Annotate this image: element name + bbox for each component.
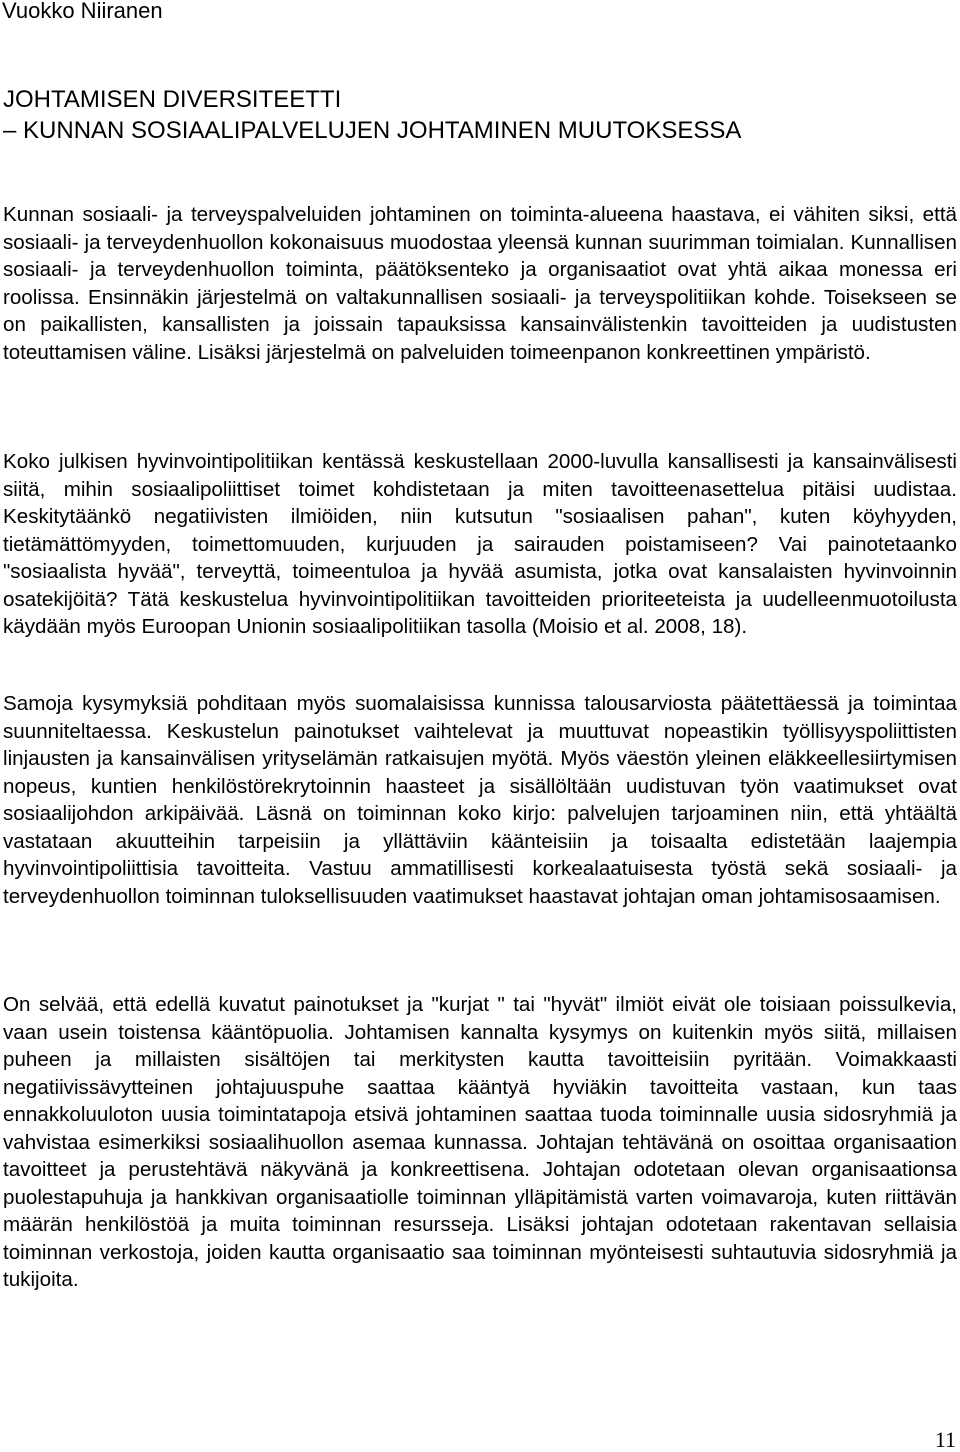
title-line-2: – KUNNAN SOSIAALIPALVELUJEN JOHTAMINEN MUUTOKSESSA bbox=[3, 117, 742, 144]
author-name: Vuokko Niiranen bbox=[2, 0, 163, 23]
title-line-1: JOHTAMISEN DIVERSITEETTI bbox=[3, 86, 342, 113]
body-paragraph: Kunnan sosiaali- ja terveyspalveluiden johtaminen on toiminta-alueena haastava, ei vähiten siksi, että sosiaali- ja terveydenhuollon kokonaisuus muodostaa yleensä kunnan suurimman toimialan. Kunnallisen sosiaali- ja terveydenhuollon toiminta, päätöksenteko ja organisaatiot ovat yhtä aikaa monessa eri roolissa. Ensinnäkin järjestelmä on valtakunnallisen sosiaali- ja terveyspolitiikan kohde. Toisekseen se on paikallisten, kansallisten ja joissain tapauksissa kansainvälistenkin tavoitteiden ja uudistusten toteuttamisen väline. Lisäksi järjestelmä on palveluiden toimeenpanon konkreettinen ympäristö. bbox=[3, 203, 957, 364]
body-paragraph: Koko julkisen hyvinvointipolitiikan kentässä keskustellaan 2000-luvulla kansallisesti ja kansainvälisesti siitä, mihin sosiaalipoliittiset toimet kohdistetaan ja miten tavoitteenasettelua pitäisi uudistaa. Keskitytäänkö negatiivisten ilmiöiden, niin kutsutun "sosiaalisen pahan", kuten köyhyyden, tietämättömyyden, toimettomuuden, kurjuuden ja sairauden poistamiseen? Vai painotetaanko "sosiaalista hyvää", terveyttä, toimeentuloa ja hyvää asumista, jotka ovat kansalaisten hyvinvoinnin osatekijöitä? Tätä keskustelua hyvinvointipolitiikan tavoitteiden prioriteeteista ja uudelleenmuotoilusta käydään myös Euroopan Unionin sosiaalipolitiikan tasolla (Moisio et al. 2008, 18). bbox=[3, 450, 957, 638]
page-number: 11 bbox=[934, 1427, 956, 1452]
body-paragraph: On selvää, että edellä kuvatut painotukset ja "kurjat " tai "hyvät" ilmiöt eivät ole toisiaan poissulkevia, vaan usein toistensa kääntöpuolia. Johtamisen kannalta kysymys on kuitenkin myös siitä, millaisen puheen ja millaisten sisältöjen tai merkitysten kautta tavoitteisiin pyritään. Voimakkaasti negatiivissävytteinen johtajuuspuhe saattaa kääntyä hyviäkin tavoitteita vastaan, kun taas ennakkoluuloton uusia toimintatapoja etsivä johtaminen saattaa tuoda toiminnalle uusia sidosryhmiä ja vahvistaa esimerkiksi sosiaalihuollon asemaa kunnassa. Johtajan tehtävänä on osoittaa organisaation tavoitteet ja perustehtävä näkyvänä ja konkreettisena. Johtajan odotetaan olevan organisaationsa puolestapuhuja ja hankkivan organisaatiolle toiminnan ylläpitämistä varten voimavaroja, kuten riittävän määrän henkilöstöä ja muita toiminnan resursseja. Lisäksi johtajan odotetaan rakentavan sellaisia toiminnan verkostoja, joiden kautta organisaatio saa toiminnan myönteisesti suhtautuvia sidosryhmiä ja tukijoita. bbox=[3, 993, 957, 1291]
document-title bbox=[3, 84, 741, 146]
body-paragraph: Samoja kysymyksiä pohditaan myös suomalaisissa kunnissa talousarviosta päätettäessä ja toimintaa suunniteltaessa. Keskustelun painotukset vaihtelevat ja muuttuvat nopeastikin työllisyyspoliittisten linjausten ja kansainvälisen yrityselämän ratkaisujen myötä. Myös väestön yleinen eläkkeellesiirtymisen nopeus, kuntien henkilöstörekrytoinnin haasteet ja sisällöltään uudistuvan työn vaatimukset ovat sosiaalijohdon arkipäivää. Läsnä on toiminnan koko kirjo: palvelujen tarjoaminen niin, että yhtäältä vastataan akuutteihin tarpeisiin ja yllättäviin käänteisiin ja toisaalta edistetään laajempia hyvinvointipoliittisia tavoitteita. Vastuu ammatillisesti korkealaatuisesta työstä sekä sosiaali- ja terveydenhuollon toiminnan tuloksellisuuden vaatimukset haastavat johtajan oman johtamisosaamisen. bbox=[3, 692, 957, 908]
